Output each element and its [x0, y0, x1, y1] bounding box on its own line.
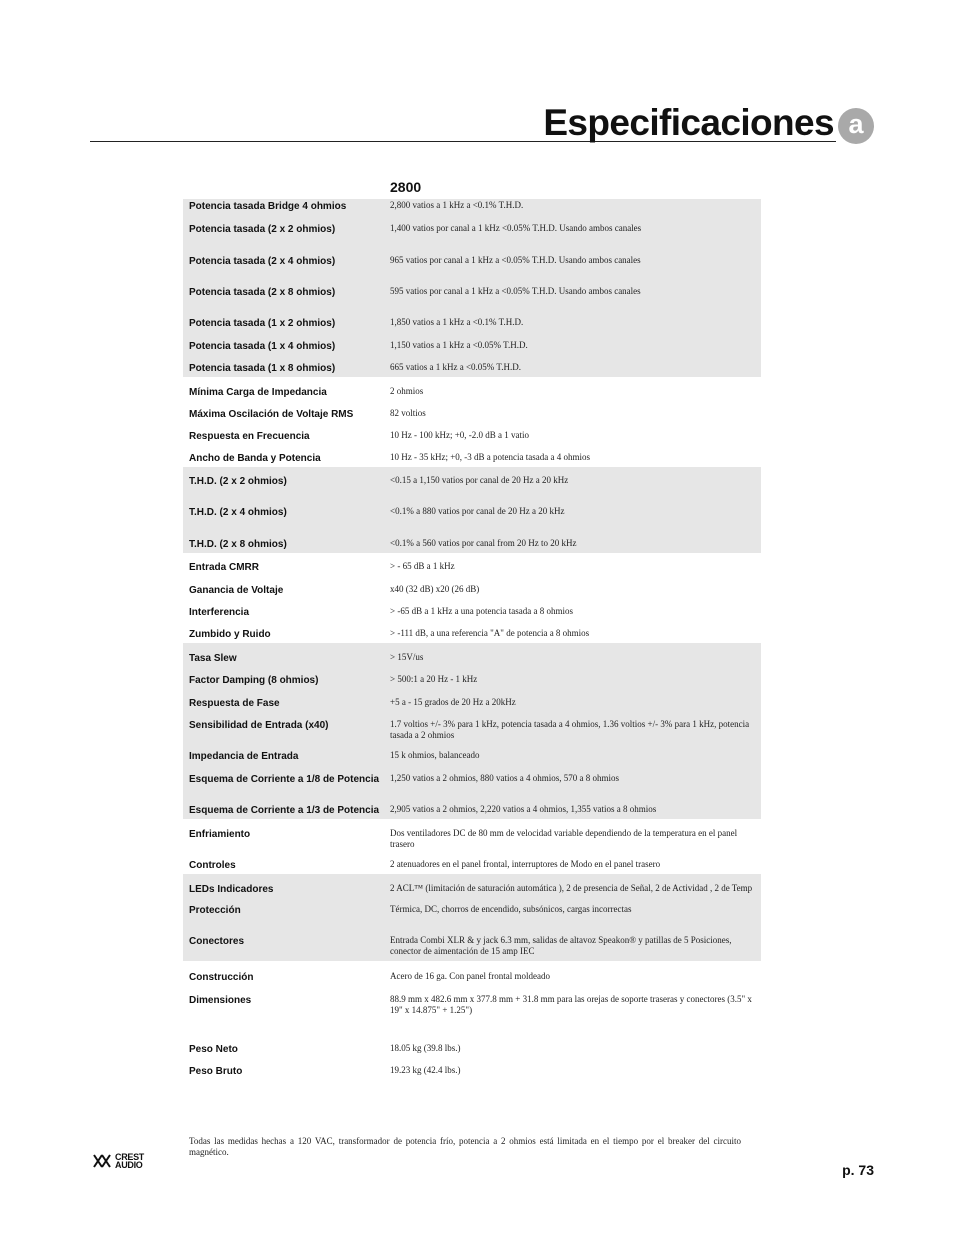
- spec-value: 82 voltios: [390, 408, 426, 418]
- spec-row: [183, 517, 761, 549]
- spec-label: Tasa Slew: [189, 653, 237, 664]
- spec-row: [183, 572, 761, 595]
- spec-row: [183, 211, 761, 234]
- spec-label: Máxima Oscilación de Voltaje RMS: [189, 409, 354, 420]
- spec-group: [183, 643, 761, 819]
- spec-label: Construcción: [189, 972, 254, 983]
- spec-value: Acero de 16 ga. Con panel frontal moldeado: [390, 971, 550, 981]
- spec-row: [183, 486, 761, 517]
- spec-label: Peso Neto: [189, 1044, 238, 1055]
- spec-row: [183, 708, 761, 741]
- spec-row: [183, 915, 761, 957]
- spec-label: Potencia tasada (1 x 2 ohmios): [189, 318, 336, 329]
- spec-value: 1,850 vatios a 1 kHz a <0.1% T.H.D.: [390, 317, 524, 327]
- spec-row: [183, 467, 761, 486]
- spec-row: [183, 643, 761, 663]
- spec-table: [183, 199, 761, 1080]
- spec-label: Potencia tasada (1 x 4 ohmios): [189, 341, 336, 352]
- spec-label: Factor Damping (8 ohmios): [189, 675, 319, 686]
- spec-row: [183, 200, 761, 211]
- spec-label: Conectores: [189, 936, 245, 947]
- spec-row: [183, 595, 761, 617]
- spec-value: 10 Hz - 100 kHz; +0, -2.0 dB a 1 vatio: [390, 430, 530, 440]
- spec-label: Controles: [189, 860, 236, 871]
- spec-label: LEDs Indicadores: [189, 884, 274, 895]
- spec-label: Enfriamiento: [189, 829, 251, 840]
- brand-line-audio: AUDIO: [115, 1160, 143, 1170]
- spec-label: Mínima Carga de Impedancia: [189, 387, 327, 398]
- spec-group: [183, 819, 761, 874]
- spec-row: [183, 234, 761, 266]
- spec-value: 10 Hz - 35 kHz; +0, -3 dB a potencia tasada a 4 ohmios: [390, 452, 591, 462]
- spec-label: T.H.D. (2 x 8 ohmios): [189, 539, 287, 550]
- spec-label: Peso Bruto: [189, 1066, 243, 1077]
- spec-row: [183, 894, 761, 915]
- spec-row: [183, 761, 761, 784]
- spec-row: [183, 397, 761, 419]
- spec-label: Respuesta en Frecuencia: [189, 431, 310, 442]
- spec-row: [183, 982, 761, 1016]
- spec-value: <0.1% a 560 vatios por canal from 20 Hz to 20 kHz: [390, 538, 577, 548]
- spec-value: > -111 dB, a una referencia "A" de potencia a 8 ohmios: [390, 628, 590, 638]
- spec-group: [183, 874, 761, 961]
- spec-value: Dos ventiladores DC de 80 mm de velocidad variable dependiendo de la temperatura en el panel trasero: [390, 828, 738, 849]
- spec-label: Impedancia de Entrada: [189, 751, 299, 762]
- spec-row: [183, 419, 761, 441]
- spec-value: 965 vatios por canal a 1 kHz a <0.05% T.H.D. Usando ambos canales: [390, 255, 641, 265]
- spec-row: [183, 784, 761, 815]
- spec-value: 19.23 kg (42.4 lbs.): [390, 1065, 461, 1075]
- spec-row: [183, 663, 761, 685]
- spec-row: [183, 685, 761, 708]
- spec-label: Interferencia: [189, 607, 250, 618]
- spec-value: 1.7 voltios +/- 3% para 1 kHz, potencia tasada a 4 ohmios, 1.36 voltios +/- 3% para 1 kHz, potencia tasada a 2 ohmios: [390, 719, 750, 740]
- spec-group: [183, 377, 761, 467]
- spec-value: > -65 dB a 1 kHz a una potencia tasada a 8 ohmios: [390, 606, 574, 616]
- section-badge: a: [838, 108, 874, 144]
- spec-label: Protección: [189, 905, 241, 916]
- spec-value: 665 vatios a 1 kHz a <0.05% T.H.D.: [390, 362, 521, 372]
- brand-line-crest: CREST: [115, 1152, 145, 1162]
- spec-value: 2 ohmios: [390, 386, 424, 396]
- crest-audio-logo: [93, 1151, 163, 1171]
- spec-label: Respuesta de Fase: [189, 698, 280, 709]
- spec-group: [183, 467, 761, 553]
- brand-text: [115, 1153, 144, 1169]
- spec-row: [183, 297, 761, 328]
- spec-value: Entrada Combi XLR & y jack 6.3 mm, salidas de altavoz Speakon® y patillas de 5 Posiciones, conector de aimentación de 15 amp IEC: [390, 935, 732, 956]
- spec-value: 595 vatios por canal a 1 kHz a <0.05% T.H.D. Usando ambos canales: [390, 286, 641, 296]
- spec-label: Potencia tasada Bridge 4 ohmios: [189, 201, 347, 212]
- spec-label: Entrada CMRR: [189, 562, 260, 573]
- page-title: Especificaciones: [543, 102, 834, 143]
- spec-value: 88.9 mm x 482.6 mm x 377.8 mm + 31.8 mm para las orejas de soporte traseras y conectores (3.5" x 19" x 14.875" + 1.25"): [390, 994, 752, 1015]
- spec-value: x40 (32 dB) x20 (26 dB): [390, 584, 480, 594]
- footnote: Todas las medidas hechas a 120 VAC, transformador de potencia frío, potencia a 2 ohmios está limitada en el tiempo por el breaker del circuito magnético.: [189, 1136, 741, 1157]
- spec-row: [183, 741, 761, 761]
- spec-value: > - 65 dB a 1 kHz: [390, 561, 455, 571]
- spec-value: 1,400 vatios por canal a 1 kHz <0.05% T.H.D. Usando ambos canales: [390, 223, 642, 233]
- spec-row: [183, 553, 761, 572]
- spec-value: > 15V/us: [390, 652, 424, 662]
- spec-value: 1,250 vatios a 2 ohmios, 880 vatios a 4 ohmios, 570 a 8 ohmios: [390, 773, 619, 783]
- spec-label: T.H.D. (2 x 2 ohmios): [189, 476, 287, 487]
- spec-row: [183, 1016, 761, 1054]
- spec-row: [183, 441, 761, 463]
- spec-value: <0.15 a 1,150 vatios por canal de 20 Hz a 20 kHz: [390, 475, 569, 485]
- spec-label: Potencia tasada (2 x 4 ohmios): [189, 256, 336, 267]
- crest-mark-icon: [93, 1153, 113, 1169]
- page-number: p. 73: [842, 1162, 874, 1178]
- spec-group: [183, 961, 761, 1080]
- spec-label: Zumbido y Ruido: [189, 629, 271, 640]
- spec-value: <0.1% a 880 vatios por canal de 20 Hz a 20 kHz: [390, 506, 565, 516]
- spec-label: Ancho de Banda y Potencia: [189, 453, 321, 464]
- spec-label: Esquema de Corriente a 1/8 de Potencia: [189, 774, 380, 785]
- spec-row: [183, 850, 761, 870]
- spec-value: > 500:1 a 20 Hz - 1 kHz: [390, 674, 478, 684]
- spec-value: Térmica, DC, chorros de encendido, subsónicos, cargas incorrectas: [390, 904, 632, 914]
- spec-value: +5 a - 15 grados de 20 Hz a 20kHz: [390, 697, 516, 707]
- spec-group: [183, 553, 761, 643]
- spec-value: 2 atenuadores en el panel frontal, interruptores de Modo en el panel trasero: [390, 859, 661, 869]
- spec-label: Sensibilidad de Entrada (x40): [189, 720, 329, 731]
- spec-group: [183, 199, 761, 377]
- spec-value: 1,150 vatios a 1 kHz a <0.05% T.H.D.: [390, 340, 528, 350]
- spec-label: Potencia tasada (2 x 8 ohmios): [189, 287, 336, 298]
- model-heading: 2800: [390, 179, 422, 195]
- spec-row: [183, 961, 761, 982]
- spec-row: [183, 328, 761, 351]
- spec-label: Potencia tasada (1 x 8 ohmios): [189, 363, 336, 374]
- spec-row: [183, 819, 761, 850]
- spec-value: 2,905 vatios a 2 ohmios, 2,220 vatios a 4 ohmios, 1,355 vatios a 8 ohmios: [390, 804, 657, 814]
- spec-label: Ganancia de Voltaje: [189, 585, 284, 596]
- spec-row: [183, 874, 761, 894]
- spec-label: T.H.D. (2 x 4 ohmios): [189, 507, 287, 518]
- spec-value: 2,800 vatios a 1 kHz a <0.1% T.H.D.: [390, 200, 524, 210]
- spec-row: [183, 351, 761, 373]
- spec-value: 15 k ohmios, balanceado: [390, 750, 480, 760]
- spec-label: Esquema de Corriente a 1/3 de Potencia: [189, 805, 380, 816]
- spec-row: [183, 377, 761, 397]
- spec-label: Potencia tasada (2 x 2 ohmios): [189, 224, 336, 235]
- spec-value: 2 ACL™ (limitación de saturación automática ), 2 de presencia de Señal, 2 de Actividad , 2 de Temp: [390, 883, 753, 893]
- spec-row: [183, 1054, 761, 1076]
- spec-value: 18.05 kg (39.8 lbs.): [390, 1043, 461, 1053]
- spec-label: Dimensiones: [189, 995, 252, 1006]
- spec-row: [183, 266, 761, 297]
- spec-row: [183, 617, 761, 639]
